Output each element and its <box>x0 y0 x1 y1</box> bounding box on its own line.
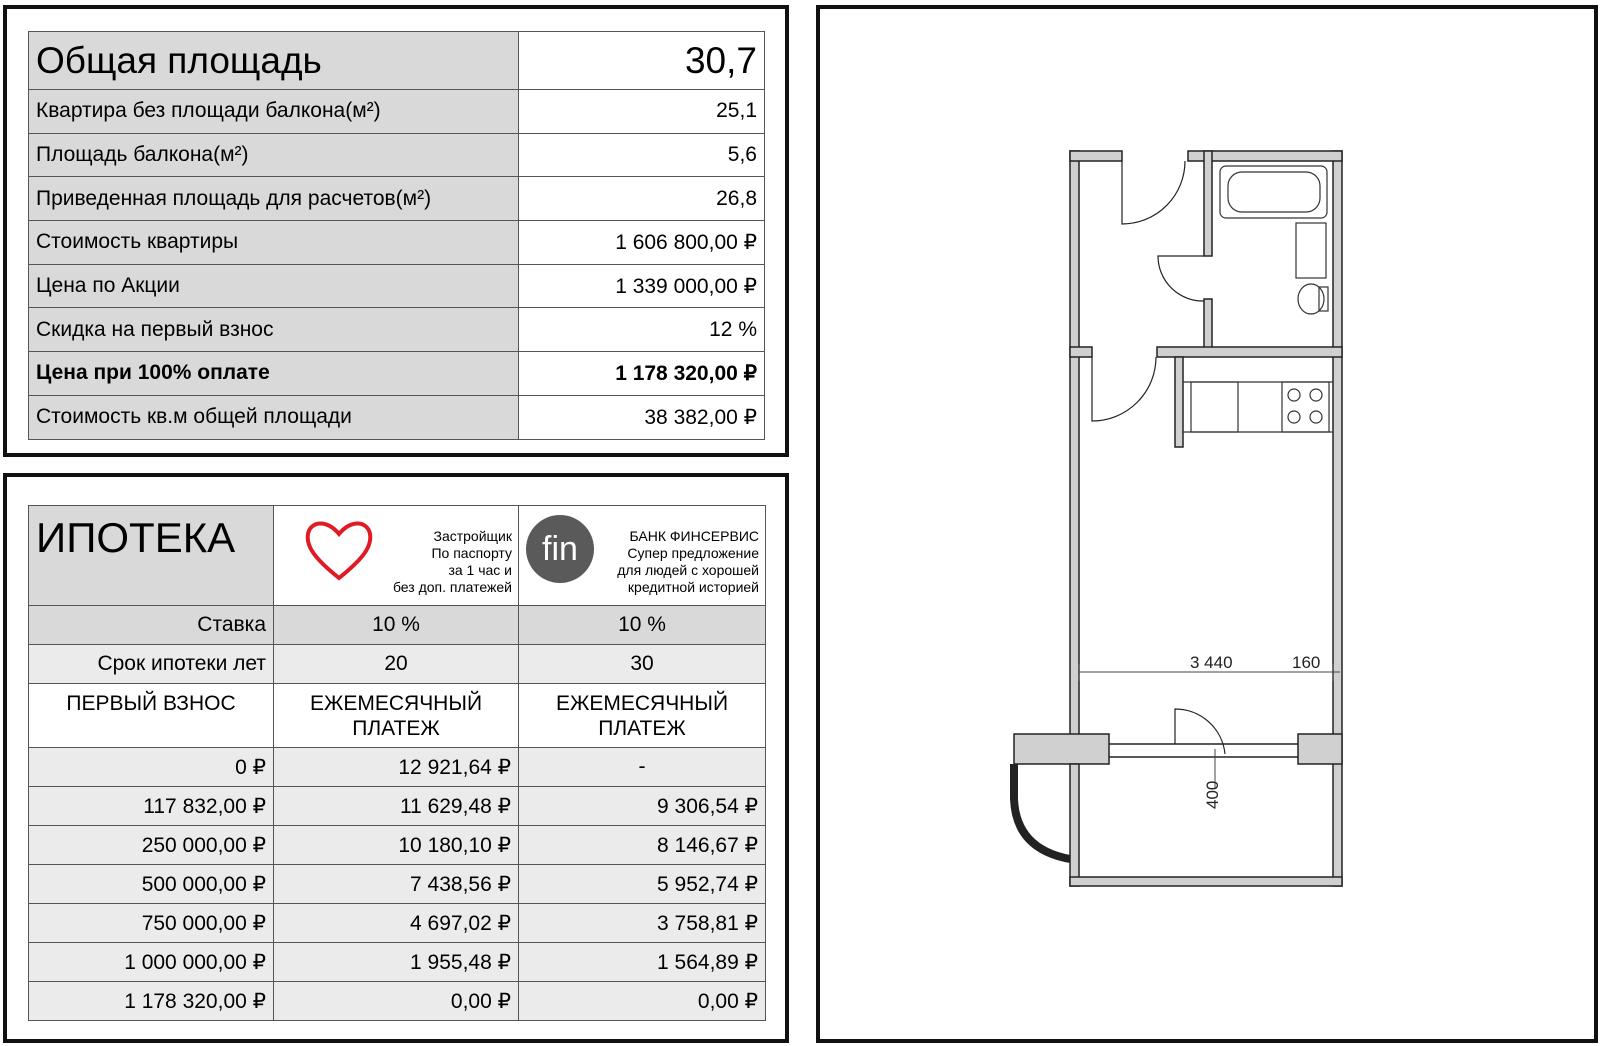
row-value: 38 382,00 ₽ <box>519 395 765 439</box>
partition-left <box>1070 347 1092 357</box>
monthly-bank: 8 146,67 ₽ <box>519 826 766 865</box>
monthly-bank: 0,00 ₽ <box>519 982 766 1021</box>
kitchen-sink <box>1191 382 1238 432</box>
row-label: Стоимость квартиры <box>29 221 519 265</box>
bathtub-inner <box>1228 172 1320 212</box>
row-value: 1 339 000,00 ₽ <box>519 264 765 308</box>
monthly-developer: 12 921,64 ₽ <box>274 748 519 787</box>
wall-dimension: 160 <box>1292 653 1321 672</box>
monthly-bank: - <box>519 748 766 787</box>
term-developer: 20 <box>274 645 519 684</box>
rate-label: Ставка <box>29 606 274 645</box>
table-row <box>29 748 766 787</box>
table-row <box>29 133 765 177</box>
row-label: Приведенная площадь для расчетов(м²) <box>29 177 519 221</box>
balcony-wall-left <box>1014 734 1109 764</box>
table-row <box>29 943 766 982</box>
table-row <box>29 221 765 265</box>
balcony-curve <box>1014 764 1070 859</box>
monthly-bank: 3 758,81 ₽ <box>519 904 766 943</box>
area-table <box>28 31 765 440</box>
toilet <box>1298 284 1324 314</box>
row-label: Цена при 100% оплате <box>29 352 519 396</box>
table-row <box>29 90 765 134</box>
stove-burner <box>1310 389 1322 401</box>
first-payment: 1 178 320,00 ₽ <box>29 982 274 1021</box>
balcony-dimension: 400 <box>1203 780 1222 809</box>
monthly-developer: 0,00 ₽ <box>274 982 519 1021</box>
top-wall-left <box>1070 151 1122 161</box>
monthly-bank-header: ЕЖЕМЕСЯЧНЫЙ ПЛАТЕЖ <box>519 684 766 748</box>
first-payment: 1 000 000,00 ₽ <box>29 943 274 982</box>
monthly-developer: 4 697,02 ₽ <box>274 904 519 943</box>
bank-logo-icon <box>525 514 595 584</box>
rate-bank: 10 % <box>519 606 766 645</box>
bathroom-door <box>1158 256 1204 301</box>
term-bank: 30 <box>519 645 766 684</box>
bathroom-wall-upper <box>1204 151 1212 256</box>
rate-developer: 10 % <box>274 606 519 645</box>
monthly-developer: 10 180,10 ₽ <box>274 826 519 865</box>
right-wall <box>1333 151 1342 886</box>
total-area-value: 30,7 <box>519 32 765 90</box>
monthly-developer: 7 438,56 ₽ <box>274 865 519 904</box>
monthly-bank: 1 564,89 ₽ <box>519 943 766 982</box>
bank-offer-text: БАНК ФИНСЕРВИС Супер предложение для людей с хорошей кредитной историей <box>617 528 759 595</box>
balcony-door <box>1175 709 1225 754</box>
mortgage-title: ИПОТЕКА <box>29 506 274 606</box>
row-label: Площадь балкона(м²) <box>29 133 519 177</box>
term-row <box>29 645 766 684</box>
balcony-bottom-wall <box>1070 877 1342 886</box>
mortgage-panel <box>3 473 789 1043</box>
table-row <box>29 264 765 308</box>
mortgage-table <box>28 505 766 1021</box>
table-row <box>29 177 765 221</box>
kitchen-wall <box>1175 357 1183 447</box>
kitchen-door <box>1092 357 1156 421</box>
developer-offer-cell <box>274 506 519 606</box>
term-label: Срок ипотеки лет <box>29 645 274 684</box>
row-value: 12 % <box>519 308 765 352</box>
table-row <box>29 904 766 943</box>
bathroom-wall-lower <box>1204 299 1212 354</box>
heart-logo-icon <box>304 516 374 586</box>
stove-burner <box>1288 389 1300 401</box>
area-panel <box>3 5 789 457</box>
balcony-side-wall <box>1070 764 1079 886</box>
balcony-wall-right <box>1298 734 1342 764</box>
table-row <box>29 865 766 904</box>
stove <box>1282 382 1329 432</box>
first-payment: 750 000,00 ₽ <box>29 904 274 943</box>
first-payment: 500 000,00 ₽ <box>29 865 274 904</box>
row-value: 1 606 800,00 ₽ <box>519 221 765 265</box>
rate-row <box>29 606 766 645</box>
mortgage-header-row <box>29 506 766 606</box>
table-row <box>29 826 766 865</box>
monthly-developer: 1 955,48 ₽ <box>274 943 519 982</box>
width-dimension: 3 440 <box>1190 653 1233 672</box>
table-row <box>29 982 766 1021</box>
first-payment: 0 ₽ <box>29 748 274 787</box>
row-value: 25,1 <box>519 90 765 134</box>
first-payment: 117 832,00 ₽ <box>29 787 274 826</box>
row-value: 26,8 <box>519 177 765 221</box>
monthly-developer: 11 629,48 ₽ <box>274 787 519 826</box>
table-row <box>29 352 765 396</box>
developer-offer-text: Застройщик По паспорту за 1 час и без доп. платежей <box>392 528 512 595</box>
monthly-bank: 9 306,54 ₽ <box>519 787 766 826</box>
stove-burner <box>1288 411 1300 423</box>
payments-header-row <box>29 684 766 748</box>
table-row <box>29 308 765 352</box>
bank-logo-text: fin <box>542 530 578 568</box>
total-area-label: Общая площадь <box>29 32 519 90</box>
floor-plan-panel <box>816 5 1598 1043</box>
monthly-developer-header: ЕЖЕМЕСЯЧНЫЙ ПЛАТЕЖ <box>274 684 519 748</box>
table-row <box>29 787 766 826</box>
row-label: Стоимость кв.м общей площади <box>29 395 519 439</box>
first-payment: 250 000,00 ₽ <box>29 826 274 865</box>
first-payment-header: ПЕРВЫЙ ВЗНОС <box>29 684 274 748</box>
total-area-row <box>29 32 765 90</box>
row-label: Цена по Акции <box>29 264 519 308</box>
left-wall <box>1070 151 1079 741</box>
row-label: Квартира без площади балкона(м²) <box>29 90 519 134</box>
row-value: 1 178 320,00 ₽ <box>519 352 765 396</box>
sink <box>1296 223 1326 278</box>
row-value: 5,6 <box>519 133 765 177</box>
floor-plan <box>820 9 1594 1039</box>
stove-burner <box>1310 411 1322 423</box>
partition-right <box>1157 347 1342 357</box>
entry-door <box>1122 161 1185 224</box>
row-label: Скидка на первый взнос <box>29 308 519 352</box>
bank-offer-cell <box>519 506 766 606</box>
monthly-bank: 5 952,74 ₽ <box>519 865 766 904</box>
table-row <box>29 395 765 439</box>
